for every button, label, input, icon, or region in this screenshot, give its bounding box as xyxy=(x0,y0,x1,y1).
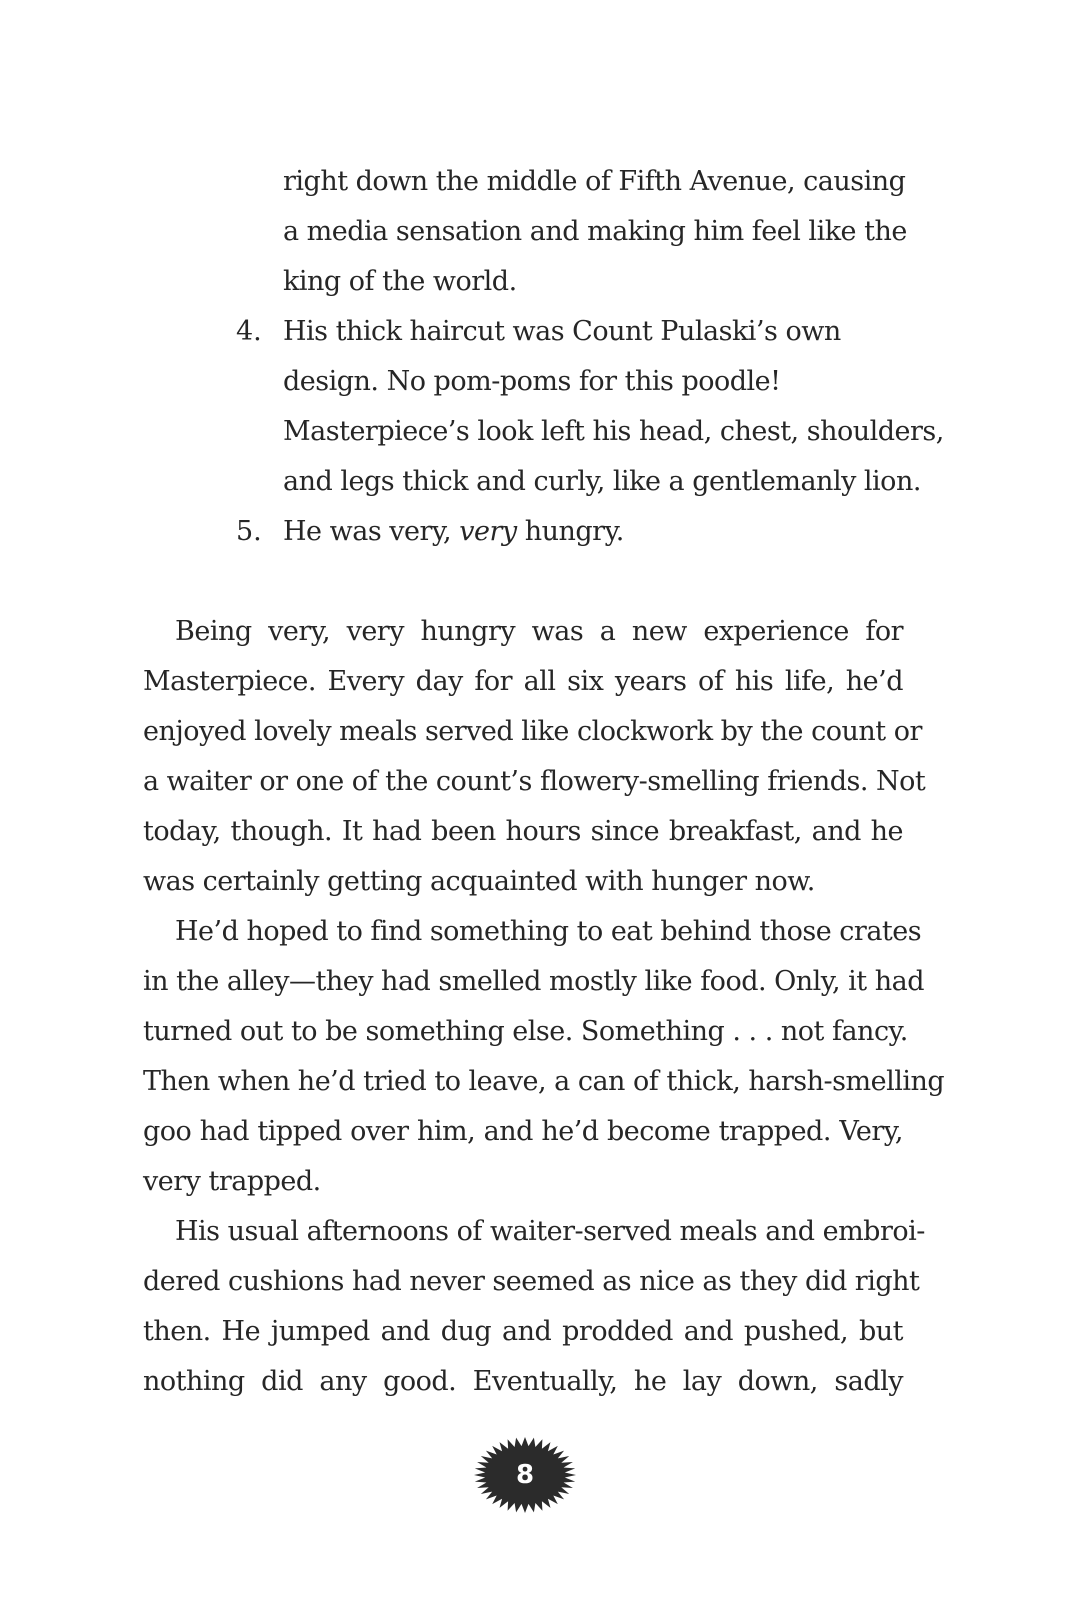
list-item xyxy=(0,307,1067,507)
text-line: Then when he’d tried to leave, a can of thick, harsh-smelling xyxy=(143,1066,945,1097)
text-line: a waiter or one of the count’s flowery-smelling friends. Not xyxy=(143,766,926,797)
list-item-number: 4. xyxy=(236,316,262,347)
page-number: 8 xyxy=(515,1460,535,1490)
text-line: in the alley—they had smelled mostly like food. Only, it had xyxy=(143,966,924,997)
text-line: His thick haircut was Count Pulaski’s own xyxy=(283,316,841,347)
italic-text: very xyxy=(459,516,517,547)
list-item-number: 5. xyxy=(236,516,262,547)
text-line: design. No pom-poms for this poodle! xyxy=(283,366,781,397)
text-line: He’d hoped to find something to eat behind those crates xyxy=(175,916,922,947)
paragraph xyxy=(143,1207,925,1407)
numbered-list xyxy=(0,157,1067,557)
text-line: king of the world. xyxy=(283,266,517,297)
paragraph xyxy=(143,607,926,907)
text-segment: He was very, xyxy=(283,516,460,547)
text-line: right down the middle of Fifth Avenue, causing xyxy=(283,166,906,197)
text-line: Masterpiece’s look left his head, chest, shoulders, xyxy=(283,416,944,447)
text-line: very trapped. xyxy=(143,1166,321,1197)
text-line: today, though. It had been hours since breakfast, and he xyxy=(143,816,903,847)
text-line: goo had tipped over him, and he’d become trapped. Very, xyxy=(143,1116,903,1147)
text-line: dered cushions had never seemed as nice as they did right xyxy=(143,1266,920,1297)
text-line: His usual afternoons of waiter-served meals and embroi- xyxy=(175,1216,925,1247)
text-line: a media sensation and making him feel like the xyxy=(283,216,907,247)
list-item xyxy=(0,507,1067,557)
text-line: then. He jumped and dug and prodded and pushed, but xyxy=(143,1316,903,1347)
text-line: and legs thick and curly, like a gentlemanly lion. xyxy=(283,466,921,497)
text-line: nothing did any good. Eventually, he lay down, sadly xyxy=(143,1366,903,1397)
body-text xyxy=(143,607,945,1407)
page-number-badge xyxy=(473,1436,577,1514)
text-line: Masterpiece. Every day for all six years of his life, he’d xyxy=(143,666,903,697)
paragraph xyxy=(143,907,945,1207)
list-item-continuation xyxy=(0,157,1067,307)
text-segment: hungry. xyxy=(516,516,624,547)
text-line: turned out to be something else. Something . . . not fancy. xyxy=(143,1016,908,1047)
text-line: Being very, very hungry was a new experience for xyxy=(175,616,903,647)
text-line xyxy=(283,507,923,557)
text-line: was certainly getting acquainted with hunger now. xyxy=(143,866,815,897)
text-line: enjoyed lovely meals served like clockwork by the count or xyxy=(143,716,922,747)
